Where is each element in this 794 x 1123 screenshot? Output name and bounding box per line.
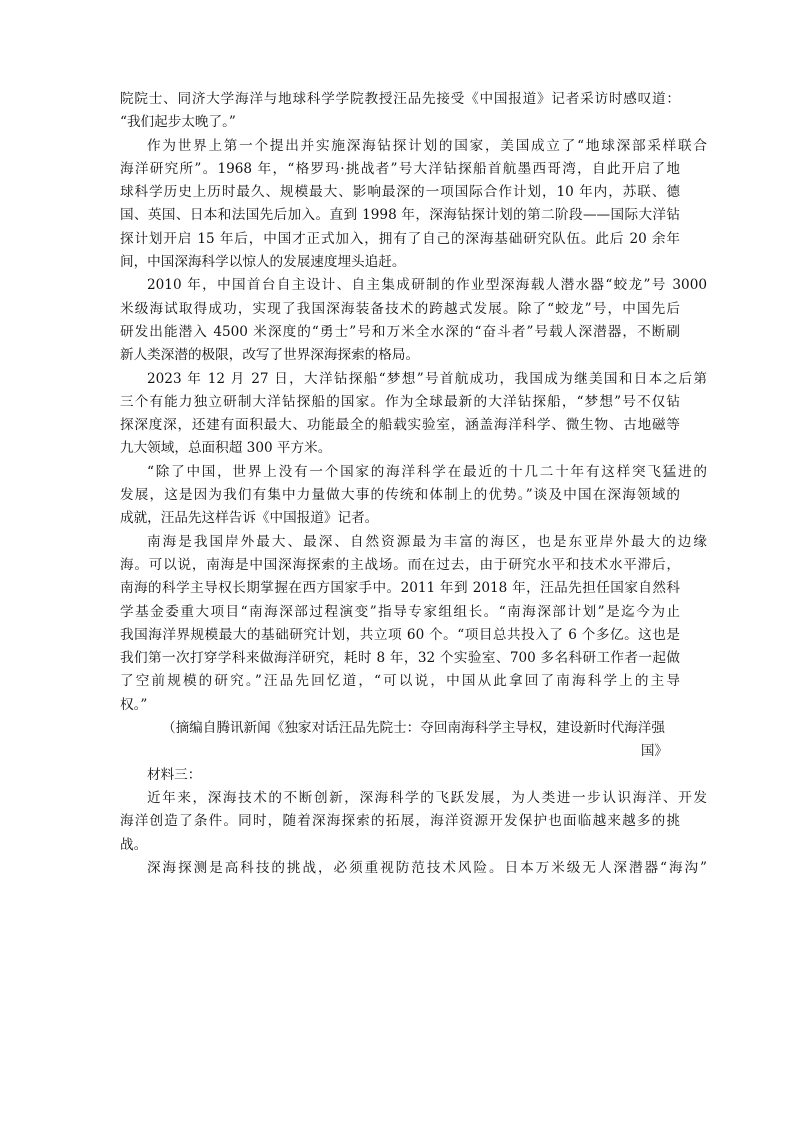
paragraph-2-line-2: 海洋研究所”。1968 年，“格罗玛·挑战者”号大洋钻探船首航墨西哥湾，自此开启了地 — [120, 160, 680, 177]
paragraph-1-line-1: 院院士、同济大学海洋与地球科学学院教授汪品先接受《中国报道》记者采访时感叹道： — [120, 91, 680, 107]
paragraph-3-line-3: 研发出能潜入 4500 米深度的“勇士”号和万米全水深的“奋斗者”号载人深潜器，不断刷 — [120, 323, 680, 340]
paragraph-3-line-2: 米级海试取得成功，实现了我国深海装备技术的跨越式发展。除了“蛟龙”号，中国先后 — [120, 300, 680, 317]
paragraph-4-line-3: 探深度深，还建有面积最大、功能最全的船载实验室，涵盖海洋科学、微生物、古地磁等 — [120, 417, 680, 434]
paragraph-2-line-5: 探计划开启 15 年后，中国才正式加入，拥有了自己的深海基础研究队伍。此后 20 余年 — [120, 230, 680, 247]
paragraph-2-line-4: 国、英国、日本和法国先后加入。直到 1998 年，深海钻探计划的第二阶段——国际大洋钻 — [120, 207, 680, 224]
paragraph-3-line-4: 新人类深潜的极限，改写了世界深海探索的格局。 — [120, 347, 420, 364]
paragraph-3-line-1: 2010 年，中国首台自主设计、自主集成研制的作业型深海载人潜水器“蛟龙”号 3000 — [147, 277, 707, 294]
paragraph-8-line-1: 深海探测是高科技的挑战，必须重视防范技术风险。日本万米级无人深潜器“海沟” — [147, 859, 707, 876]
paragraph-4-line-1: 2023 年 12 月 27 日，大洋钻探船“梦想”号首航成功，我国成为继美国和日本之后第 — [147, 370, 707, 387]
paragraph-6-line-2: 海。可以说，南海是中国深海探索的主战场。而在过去，由于研究水平和技术水平滞后， — [120, 556, 680, 573]
paragraph-5-line-1: “除了中国，世界上没有一个国家的海洋科学在最近的十几二十年有这样突飞猛进的 — [147, 463, 707, 480]
source-citation-line-1: （摘编自腾讯新闻《独家对话汪品先院士：夺回南海科学主导权，建设新时代海洋强 — [162, 720, 665, 737]
paragraph-2-line-1: 作为世界上第一个提出并实施深海钻探计划的国家，美国成立了“地球深部采样联合 — [147, 137, 707, 154]
paragraph-2-line-3: 球科学历史上历时最久、规模最大、影响最深的一项国际合作计划，10 年内，苏联、德 — [120, 184, 680, 201]
paragraph-4-line-4: 九大领域，总面积超 300 平方米。 — [120, 440, 332, 457]
paragraph-6-line-7: 了空前规模的研究。”汪品先回忆道，“可以说，中国从此拿回了南海科学上的主导 — [120, 673, 680, 690]
paragraph-7-line-2: 海洋创造了条件。同时，随着深海探索的拓展，海洋资源开发保护也面临越来越多的挑 — [120, 813, 680, 830]
paragraph-5-line-3: 成就，汪品先这样告诉《中国报道》记者。 — [120, 510, 379, 527]
paragraph-7-line-3: 战。 — [120, 836, 148, 853]
paragraph-5-line-2: 发展，这是因为我们有集中力量做大事的传统和体制上的优势。”谈及中国在深海领域的 — [120, 487, 680, 504]
paragraph-6-line-8: 权。” — [120, 696, 148, 713]
paragraph-7-line-1: 近年来，深海技术的不断创新，深海科学的飞跃发展，为人类进一步认识海洋、开发 — [147, 789, 707, 806]
paragraph-1-line-2: “我们起步太晚了。” — [120, 114, 236, 131]
paragraph-6-line-5: 我国海洋界规模最大的基础研究计划，共立项 60 个。“项目总共投入了 6 个多亿。这也是 — [120, 626, 680, 643]
paragraph-6-line-3: 南海的科学主导权长期掌握在西方国家手中。2011 年到 2018 年，汪品先担任国家自然科 — [120, 580, 680, 597]
paragraph-2-line-6: 间，中国深海科学以惊人的发展速度埋头追赶。 — [120, 254, 406, 271]
document-page — [120, 88, 707, 880]
section-heading-material-3: 材料三： — [147, 766, 202, 783]
paragraph-4-line-2: 三个有能力独立研制大洋钻探船的国家。作为全球最新的大洋钻探船，“梦想”号不仅钻 — [120, 393, 680, 410]
paragraph-6-line-6: 我们第一次打穿学科来做海洋研究，耗时 8 年，32 个实验室、700 多名科研工作者一起做 — [120, 650, 680, 667]
paragraph-6-line-4: 学基金委重大项目“南海深部过程演变”指导专家组组长。“南海深部计划”是迄今为止 — [120, 603, 680, 620]
paragraph-6-line-1: 南海是我国岸外最大、最深、自然资源最为丰富的海区，也是东亚岸外最大的边缘 — [147, 533, 707, 550]
source-citation-line-2: 国》 — [640, 743, 668, 760]
